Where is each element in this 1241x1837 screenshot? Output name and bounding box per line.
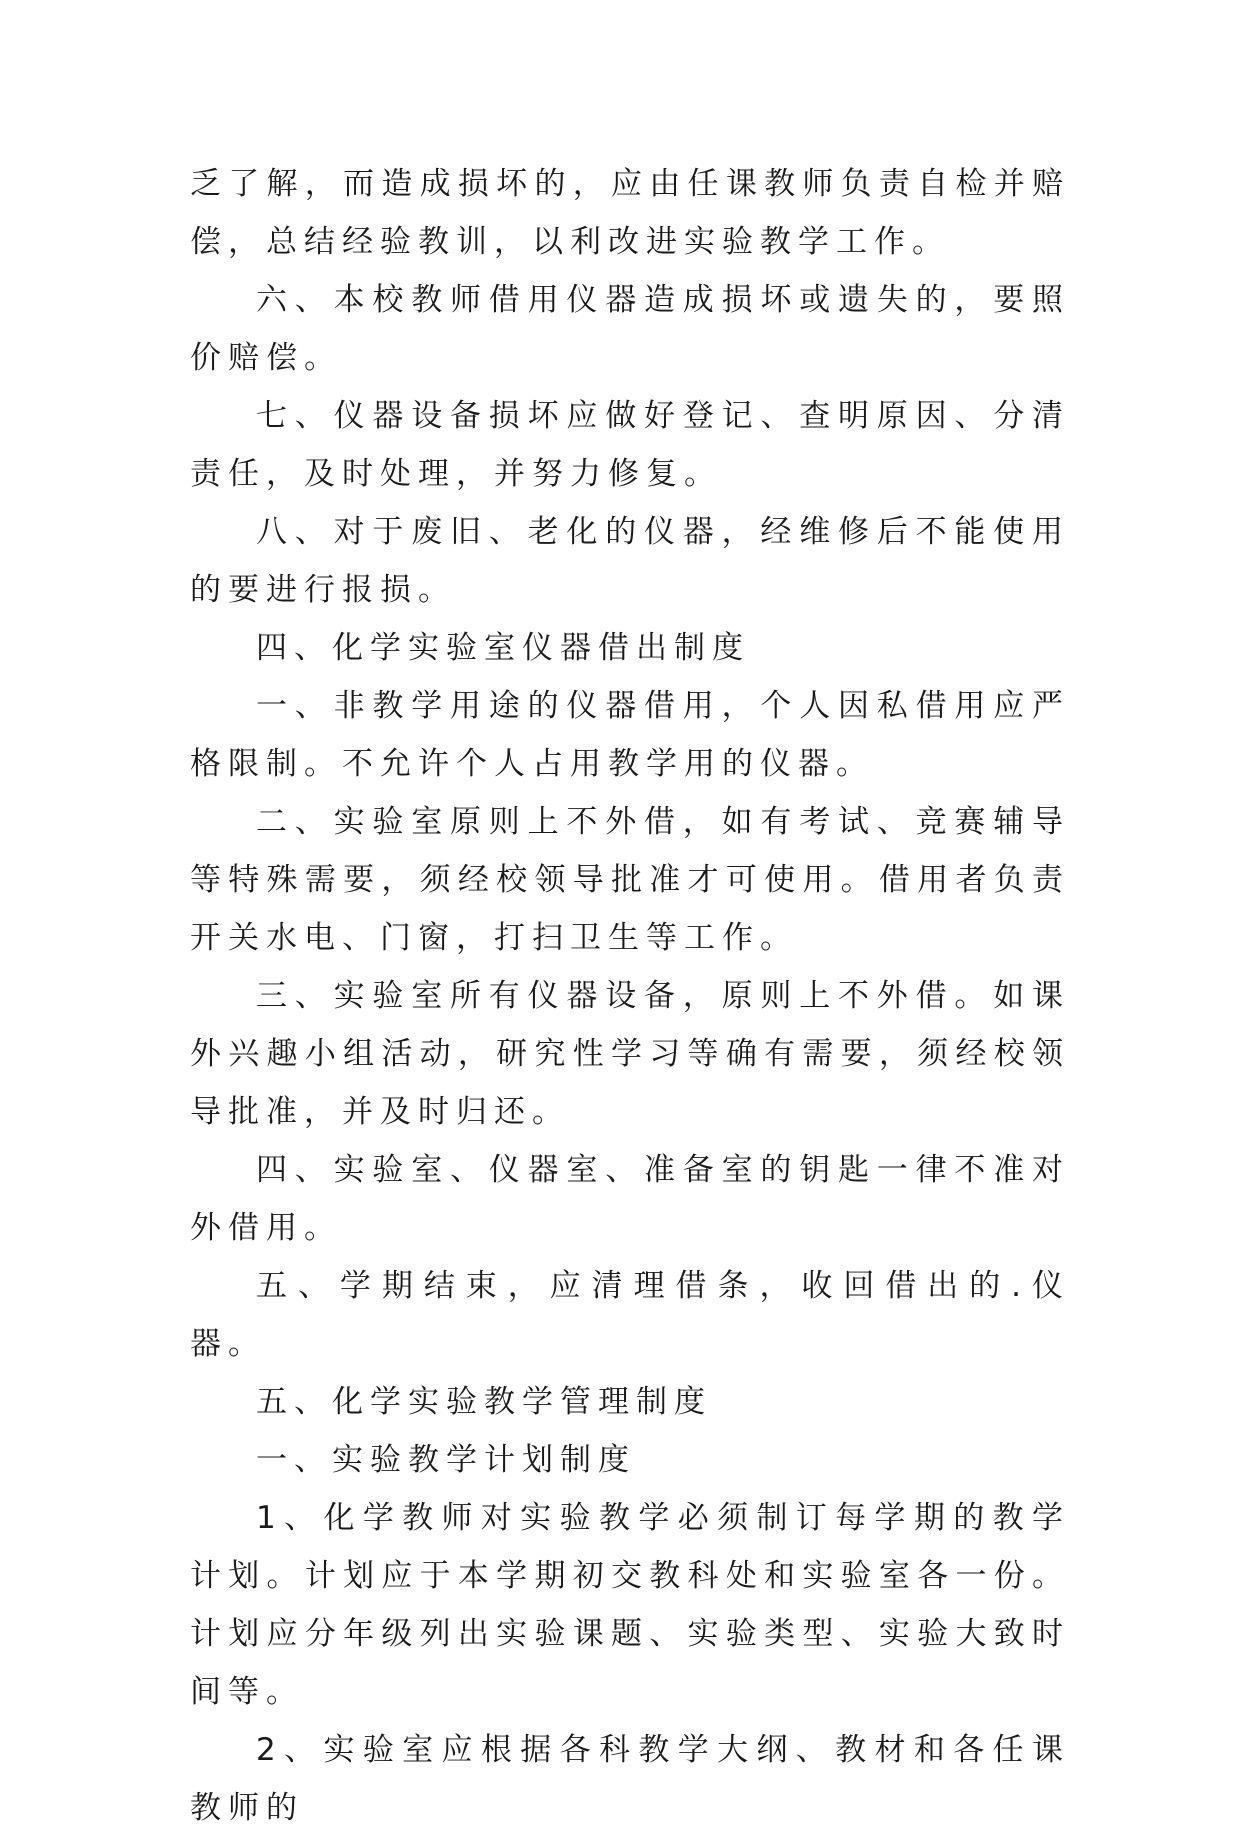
document-body (190, 155, 1070, 1837)
paragraph-6: 一、非教学用途的仪器借用，个人因私借用应严格限制。不允许个人占用教学用的仪器。 (190, 688, 1070, 782)
paragraph-1: 乏了解，而造成损坏的，应由任课教师负责自检并赔偿，总结经验教训，以利改进实验教学工作。 (190, 166, 1070, 260)
paragraph-7: 二、实验室原则上不外借，如有考试、竞赛辅导等特殊需要，须经校领导批准才可使用。借用者负责开关水电、门窗，打扫卫生等工作。 (190, 804, 1070, 956)
subsection-heading-1: 一、实验教学计划制度 (256, 1442, 636, 1478)
paragraph-10: 五、学期结束，应清理借条，收回借出的.仪器。 (190, 1268, 1070, 1362)
section-heading-4: 四、化学实验室仪器借出制度 (256, 630, 750, 666)
paragraph-14: 2、实验室应根据各科教学大纲、教材和各任课教师的 (190, 1732, 1070, 1826)
paragraph-2: 六、本校教师借用仪器造成损坏或遗失的，要照价赔偿。 (190, 282, 1070, 376)
paragraph-13: 1、化学教师对实验教学必须制订每学期的教学计划。计划应于本学期初交教科处和实验室各一份。计划应分年级列出实验课题、实验类型、实验大致时间等。 (190, 1500, 1070, 1710)
paragraph-8: 三、实验室所有仪器设备，原则上不外借。如课外兴趣小组活动，研究性学习等确有需要，须经校领导批准，并及时归还。 (190, 978, 1070, 1130)
paragraph-9: 四、实验室、仪器室、准备室的钥匙一律不准对外借用。 (190, 1152, 1070, 1246)
section-heading-5: 五、化学实验教学管理制度 (256, 1384, 712, 1420)
paragraph-3: 七、仪器设备损坏应做好登记、查明原因、分清责任，及时处理，并努力修复。 (190, 398, 1070, 492)
paragraph-4: 八、对于废旧、老化的仪器，经维修后不能使用的要进行报损。 (190, 514, 1070, 608)
